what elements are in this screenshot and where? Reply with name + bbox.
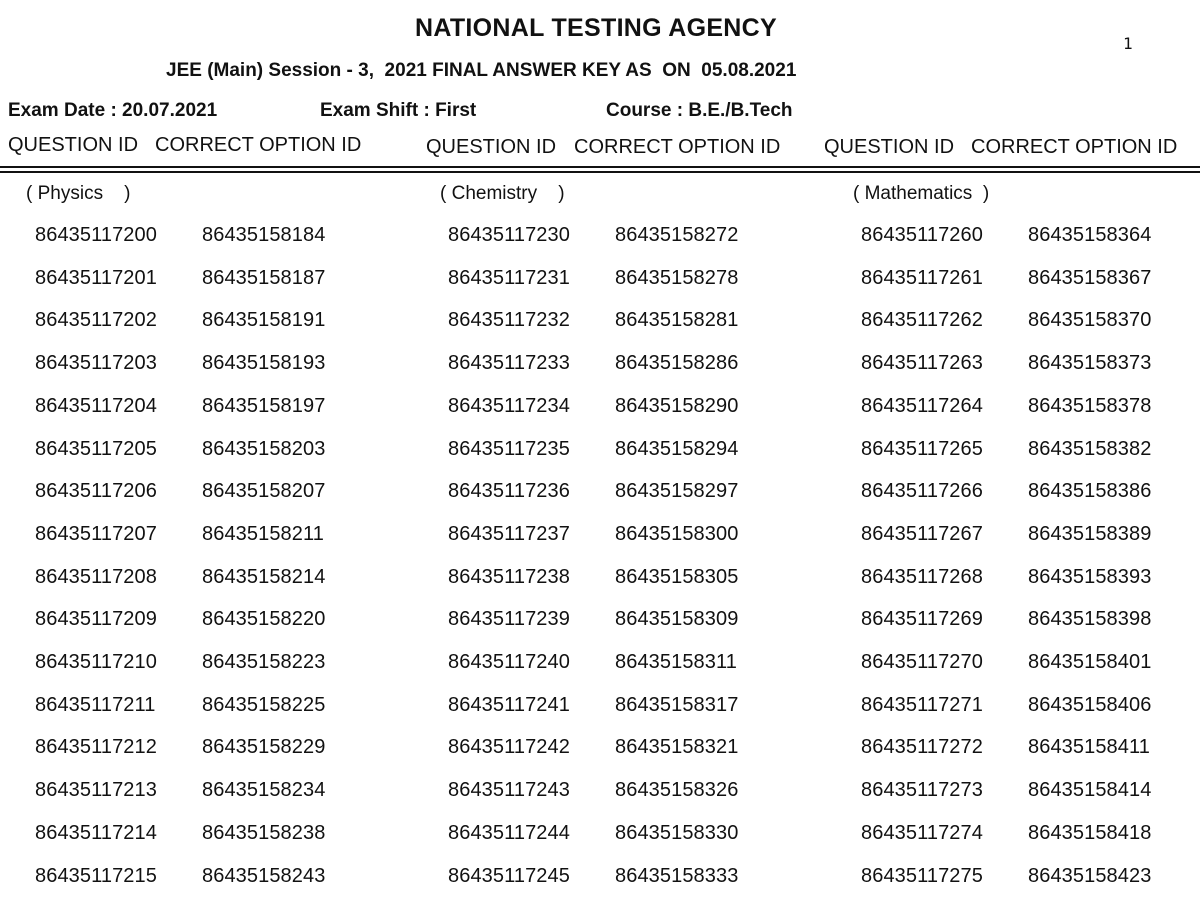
chemistry-correct-option-id: 86435158321 <box>615 736 739 758</box>
exam-shift: Exam Shift : First <box>320 100 477 121</box>
mathematics-question-id: 86435117268 <box>861 566 983 588</box>
physics-correct-option-id: 86435158243 <box>202 865 326 887</box>
mathematics-correct-option-id: 86435158401 <box>1028 651 1152 673</box>
chemistry-correct-option-id: 86435158309 <box>615 608 739 630</box>
chemistry-correct-option-id: 86435158311 <box>615 651 737 673</box>
mathematics-question-id: 86435117270 <box>861 651 983 673</box>
mathematics-correct-option-id: 86435158382 <box>1028 438 1152 460</box>
column-header-question-id: QUESTION ID <box>426 136 557 158</box>
mathematics-question-id: 86435117275 <box>861 865 983 887</box>
column-header-question-id: QUESTION ID <box>824 136 955 158</box>
physics-correct-option-id: 86435158238 <box>202 822 326 844</box>
course: Course : B.E./B.Tech <box>606 100 793 121</box>
mathematics-question-id: 86435117261 <box>861 267 983 289</box>
chemistry-correct-option-id: 86435158317 <box>615 694 739 716</box>
mathematics-correct-option-id: 86435158423 <box>1028 865 1152 887</box>
mathematics-correct-option-id: 86435158370 <box>1028 309 1152 331</box>
chemistry-correct-option-id: 86435158290 <box>615 395 739 417</box>
physics-correct-option-id: 86435158184 <box>202 224 326 246</box>
chemistry-correct-option-id: 86435158294 <box>615 438 739 460</box>
mathematics-correct-option-id: 86435158364 <box>1028 224 1152 246</box>
table-row <box>0 822 1200 852</box>
mathematics-question-id: 86435117269 <box>861 608 983 630</box>
table-row <box>0 608 1200 638</box>
chemistry-correct-option-id: 86435158305 <box>615 566 739 588</box>
physics-question-id: 86435117205 <box>35 438 157 460</box>
chemistry-correct-option-id: 86435158286 <box>615 352 739 374</box>
physics-correct-option-id: 86435158220 <box>202 608 326 630</box>
chemistry-correct-option-id: 86435158278 <box>615 267 739 289</box>
mathematics-correct-option-id: 86435158386 <box>1028 480 1152 502</box>
table-row <box>0 736 1200 766</box>
physics-question-id: 86435117209 <box>35 608 157 630</box>
physics-question-id: 86435117211 <box>35 694 156 716</box>
physics-correct-option-id: 86435158214 <box>202 566 326 588</box>
column-header-correct-option-id: CORRECT OPTION ID <box>155 134 362 156</box>
chemistry-question-id: 86435117242 <box>448 736 570 758</box>
chemistry-question-id: 86435117239 <box>448 608 570 630</box>
mathematics-correct-option-id: 86435158393 <box>1028 566 1152 588</box>
physics-question-id: 86435117207 <box>35 523 157 545</box>
chemistry-question-id: 86435117231 <box>448 267 570 289</box>
chemistry-correct-option-id: 86435158281 <box>615 309 739 331</box>
chemistry-correct-option-id: 86435158330 <box>615 822 739 844</box>
document-title: NATIONAL TESTING AGENCY <box>414 14 777 42</box>
section-label-physics: ( Physics ) <box>26 183 131 204</box>
column-header-correct-option-id: CORRECT OPTION ID <box>574 136 781 158</box>
mathematics-question-id: 86435117263 <box>861 352 983 374</box>
table-row <box>0 309 1200 339</box>
physics-question-id: 86435117214 <box>35 822 157 844</box>
physics-question-id: 86435117213 <box>35 779 157 801</box>
physics-correct-option-id: 86435158197 <box>202 395 326 417</box>
table-row <box>0 438 1200 468</box>
physics-question-id: 86435117200 <box>35 224 157 246</box>
physics-correct-option-id: 86435158203 <box>202 438 326 460</box>
table-row <box>0 267 1200 297</box>
mathematics-correct-option-id: 86435158373 <box>1028 352 1152 374</box>
physics-question-id: 86435117202 <box>35 309 157 331</box>
chemistry-question-id: 86435117232 <box>448 309 570 331</box>
mathematics-question-id: 86435117271 <box>861 694 983 716</box>
mathematics-question-id: 86435117272 <box>861 736 983 758</box>
chemistry-correct-option-id: 86435158333 <box>615 865 739 887</box>
header-rule-top <box>0 166 1200 168</box>
chemistry-correct-option-id: 86435158300 <box>615 523 739 545</box>
mathematics-question-id: 86435117267 <box>861 523 983 545</box>
chemistry-question-id: 86435117243 <box>448 779 570 801</box>
chemistry-question-id: 86435117241 <box>448 694 570 716</box>
physics-question-id: 86435117210 <box>35 651 157 673</box>
chemistry-question-id: 86435117235 <box>448 438 570 460</box>
answer-key-table <box>0 224 1200 900</box>
physics-correct-option-id: 86435158187 <box>202 267 326 289</box>
answer-key-subtitle: JEE (Main) Session - 3, 2021 FINAL ANSWER KEY AS ON 05.08.2021 <box>166 60 797 81</box>
chemistry-question-id: 86435117236 <box>448 480 570 502</box>
chemistry-correct-option-id: 86435158297 <box>615 480 739 502</box>
physics-correct-option-id: 86435158229 <box>202 736 326 758</box>
physics-question-id: 86435117208 <box>35 566 157 588</box>
chemistry-question-id: 86435117230 <box>448 224 570 246</box>
mathematics-question-id: 86435117265 <box>861 438 983 460</box>
chemistry-question-id: 86435117237 <box>448 523 570 545</box>
physics-question-id: 86435117215 <box>35 865 157 887</box>
section-label-chemistry: ( Chemistry ) <box>440 183 565 204</box>
physics-correct-option-id: 86435158191 <box>202 309 326 331</box>
chemistry-question-id: 86435117244 <box>448 822 570 844</box>
table-row <box>0 779 1200 809</box>
column-header-correct-option-id: CORRECT OPTION ID <box>971 136 1178 158</box>
mathematics-correct-option-id: 86435158389 <box>1028 523 1152 545</box>
mathematics-correct-option-id: 86435158378 <box>1028 395 1152 417</box>
mathematics-correct-option-id: 86435158411 <box>1028 736 1150 758</box>
mathematics-question-id: 86435117274 <box>861 822 983 844</box>
mathematics-question-id: 86435117260 <box>861 224 983 246</box>
page-number: 1 <box>1123 34 1133 53</box>
mathematics-question-id: 86435117273 <box>861 779 983 801</box>
table-row <box>0 566 1200 596</box>
physics-correct-option-id: 86435158207 <box>202 480 326 502</box>
physics-question-id: 86435117203 <box>35 352 157 374</box>
column-header-question-id: QUESTION ID <box>8 134 139 156</box>
section-label-mathematics: ( Mathematics ) <box>853 183 990 204</box>
physics-correct-option-id: 86435158223 <box>202 651 326 673</box>
table-row <box>0 224 1200 254</box>
mathematics-correct-option-id: 86435158418 <box>1028 822 1152 844</box>
physics-correct-option-id: 86435158193 <box>202 352 326 374</box>
table-row <box>0 352 1200 382</box>
mathematics-correct-option-id: 86435158367 <box>1028 267 1152 289</box>
physics-correct-option-id: 86435158234 <box>202 779 326 801</box>
physics-question-id: 86435117206 <box>35 480 157 502</box>
chemistry-correct-option-id: 86435158326 <box>615 779 739 801</box>
mathematics-correct-option-id: 86435158406 <box>1028 694 1152 716</box>
chemistry-question-id: 86435117234 <box>448 395 570 417</box>
chemistry-question-id: 86435117245 <box>448 865 570 887</box>
mathematics-question-id: 86435117264 <box>861 395 983 417</box>
physics-question-id: 86435117204 <box>35 395 157 417</box>
exam-date: Exam Date : 20.07.2021 <box>8 100 218 121</box>
mathematics-question-id: 86435117266 <box>861 480 983 502</box>
mathematics-correct-option-id: 86435158414 <box>1028 779 1152 801</box>
table-row <box>0 480 1200 510</box>
table-row <box>0 651 1200 681</box>
chemistry-correct-option-id: 86435158272 <box>615 224 739 246</box>
chemistry-question-id: 86435117240 <box>448 651 570 673</box>
mathematics-correct-option-id: 86435158398 <box>1028 608 1152 630</box>
table-row <box>0 523 1200 553</box>
physics-correct-option-id: 86435158211 <box>202 523 324 545</box>
table-row <box>0 865 1200 895</box>
physics-correct-option-id: 86435158225 <box>202 694 326 716</box>
chemistry-question-id: 86435117238 <box>448 566 570 588</box>
table-row <box>0 395 1200 425</box>
mathematics-question-id: 86435117262 <box>861 309 983 331</box>
header-rule-bottom <box>0 171 1200 173</box>
physics-question-id: 86435117201 <box>35 267 157 289</box>
physics-question-id: 86435117212 <box>35 736 157 758</box>
table-row <box>0 694 1200 724</box>
chemistry-question-id: 86435117233 <box>448 352 570 374</box>
